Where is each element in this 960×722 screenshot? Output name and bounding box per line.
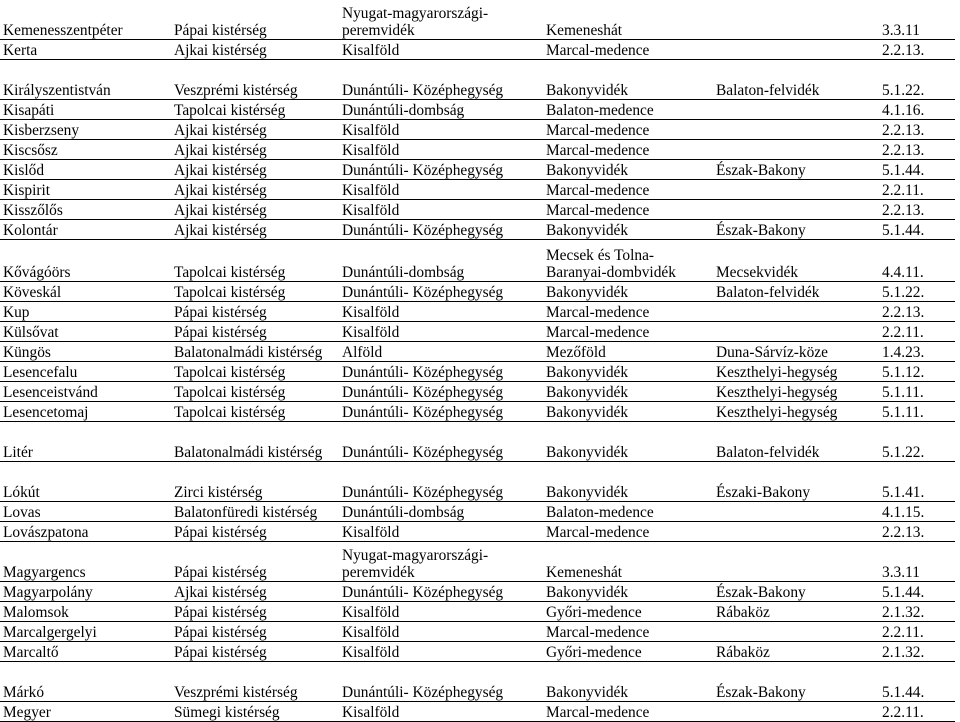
code-cell: 2.2.13.	[879, 199, 955, 219]
landscape-region-cell: Dunántúli-dombság	[339, 239, 543, 281]
table-row	[0, 301, 955, 321]
subregion-cell: Pápai kistérség	[171, 321, 339, 341]
landscape-subregion-cell: Marcal-medence	[543, 621, 713, 641]
code-cell: 2.2.13.	[879, 301, 955, 321]
code-cell: 5.1.11.	[879, 401, 955, 421]
table-row	[0, 641, 955, 661]
code-cell: 4.1.15.	[879, 501, 955, 521]
landscape-region-cell: Dunántúli- Középhegység	[339, 461, 543, 501]
table-row	[0, 541, 955, 581]
table-row	[0, 661, 955, 701]
landscape-region-cell: Dunántúli- Középhegység	[339, 401, 543, 421]
landscape-region-cell: Dunántúli- Középhegység	[339, 421, 543, 461]
microregion-cell	[713, 179, 879, 199]
subregion-cell: Pápai kistérség	[171, 521, 339, 541]
subregion-cell: Veszprémi kistérség	[171, 661, 339, 701]
subregion-cell: Zirci kistérség	[171, 461, 339, 501]
microregion-cell	[713, 701, 879, 721]
settlement-cell: Lovászpatona	[0, 521, 171, 541]
landscape-subregion-cell: Bakonyvidék	[543, 421, 713, 461]
table-row	[0, 159, 955, 179]
landscape-subregion-cell: Kemeneshát	[543, 0, 713, 39]
landscape-subregion-cell: Marcal-medence	[543, 119, 713, 139]
microregion-cell	[713, 119, 879, 139]
microregion-cell: Észak-Bakony	[713, 581, 879, 601]
code-cell: 2.2.13.	[879, 39, 955, 59]
table-row	[0, 139, 955, 159]
landscape-region-cell: Kisalföld	[339, 321, 543, 341]
settlement-cell: Magyarpolány	[0, 581, 171, 601]
microregion-cell	[713, 301, 879, 321]
microregion-cell: Észak-Bakony	[713, 219, 879, 239]
table-row	[0, 421, 955, 461]
landscape-subregion-cell: Bakonyvidék	[543, 401, 713, 421]
microregion-cell: Duna-Sárvíz-köze	[713, 341, 879, 361]
settlement-cell: Kővágóörs	[0, 239, 171, 281]
code-cell: 5.1.22.	[879, 59, 955, 99]
table-row	[0, 59, 955, 99]
landscape-subregion-cell: Marcal-medence	[543, 701, 713, 721]
landscape-region-cell: Kisalföld	[339, 621, 543, 641]
subregion-cell: Tapolcai kistérség	[171, 281, 339, 301]
code-cell: 2.1.32.	[879, 601, 955, 621]
microregion-cell: Észak-Bakony	[713, 159, 879, 179]
table-row	[0, 361, 955, 381]
subregion-cell: Sümegi kistérség	[171, 701, 339, 721]
microregion-cell: Északi-Bakony	[713, 461, 879, 501]
subregion-cell: Pápai kistérség	[171, 621, 339, 641]
subregion-cell: Tapolcai kistérség	[171, 401, 339, 421]
settlement-cell: Küngös	[0, 341, 171, 361]
code-cell: 3.3.11	[879, 0, 955, 39]
landscape-subregion-cell: Bakonyvidék	[543, 461, 713, 501]
landscape-region-cell: Kisalföld	[339, 701, 543, 721]
table-row	[0, 119, 955, 139]
settlement-cell: Kerta	[0, 39, 171, 59]
table-row	[0, 39, 955, 59]
microregion-cell: Mecsekvidék	[713, 239, 879, 281]
landscape-region-cell: Kisalföld	[339, 521, 543, 541]
code-cell: 2.2.13.	[879, 139, 955, 159]
settlement-cell: Kispirit	[0, 179, 171, 199]
settlement-cell: Kemenesszentpéter	[0, 0, 171, 39]
landscape-region-cell: Dunántúli- Középhegység	[339, 281, 543, 301]
code-cell: 1.4.23.	[879, 341, 955, 361]
table-row	[0, 199, 955, 219]
code-cell: 2.2.11.	[879, 179, 955, 199]
landscape-subregion-cell: Bakonyvidék	[543, 219, 713, 239]
microregion-cell	[713, 521, 879, 541]
landscape-region-cell: Kisalföld	[339, 179, 543, 199]
settlement-cell: Külsővat	[0, 321, 171, 341]
code-cell: 5.1.44.	[879, 159, 955, 179]
subregion-cell: Veszprémi kistérség	[171, 59, 339, 99]
landscape-subregion-cell: Marcal-medence	[543, 179, 713, 199]
settlement-cell: Lovas	[0, 501, 171, 521]
microregion-cell	[713, 541, 879, 581]
landscape-subregion-cell: Marcal-medence	[543, 139, 713, 159]
microregion-cell: Balaton-felvidék	[713, 421, 879, 461]
code-cell: 3.3.11	[879, 541, 955, 581]
table-row	[0, 321, 955, 341]
table-row	[0, 521, 955, 541]
microregion-cell: Balaton-felvidék	[713, 281, 879, 301]
table-row	[0, 461, 955, 501]
subregion-cell: Ajkai kistérség	[171, 159, 339, 179]
subregion-cell: Pápai kistérség	[171, 0, 339, 39]
landscape-region-cell: Dunántúli- Középhegység	[339, 219, 543, 239]
microregion-cell	[713, 321, 879, 341]
settlement-cell: Megyer	[0, 701, 171, 721]
settlement-cell: Kisszőlős	[0, 199, 171, 219]
landscape-subregion-cell: Mecsek és Tolna- Baranyai-dombvidék	[543, 239, 713, 281]
landscape-subregion-cell: Bakonyvidék	[543, 361, 713, 381]
landscape-subregion-cell: Győri-medence	[543, 601, 713, 621]
table-row	[0, 219, 955, 239]
subregion-cell: Pápai kistérség	[171, 641, 339, 661]
settlement-cell: Királyszentistván	[0, 59, 171, 99]
landscape-region-cell: Kisalföld	[339, 139, 543, 159]
settlement-cell: Kolontár	[0, 219, 171, 239]
landscape-region-cell: Dunántúli- Középhegység	[339, 361, 543, 381]
code-cell: 2.2.13.	[879, 521, 955, 541]
table-row	[0, 581, 955, 601]
settlement-cell: Magyargencs	[0, 541, 171, 581]
microregion-cell	[713, 99, 879, 119]
landscape-subregion-cell: Marcal-medence	[543, 321, 713, 341]
settlement-cell: Lókút	[0, 461, 171, 501]
landscape-region-cell: Kisalföld	[339, 199, 543, 219]
landscape-subregion-cell: Kemeneshát	[543, 541, 713, 581]
landscape-region-cell: Dunántúli- Középhegység	[339, 661, 543, 701]
landscape-subregion-cell: Bakonyvidék	[543, 59, 713, 99]
landscape-subregion-cell: Bakonyvidék	[543, 381, 713, 401]
settlement-cell: Köveskál	[0, 281, 171, 301]
subregion-cell: Pápai kistérség	[171, 541, 339, 581]
subregion-cell: Balatonalmádi kistérség	[171, 341, 339, 361]
landscape-region-cell: Kisalföld	[339, 601, 543, 621]
landscape-subregion-cell: Bakonyvidék	[543, 281, 713, 301]
microregion-cell: Keszthelyi-hegység	[713, 381, 879, 401]
subregion-cell: Balatonalmádi kistérség	[171, 421, 339, 461]
code-cell: 5.1.44.	[879, 661, 955, 701]
landscape-region-cell: Dunántúli-dombság	[339, 501, 543, 521]
code-cell: 2.2.11.	[879, 321, 955, 341]
microregion-cell	[713, 139, 879, 159]
microregion-cell: Rábaköz	[713, 601, 879, 621]
subregion-cell: Tapolcai kistérség	[171, 99, 339, 119]
settlement-cell: Kisapáti	[0, 99, 171, 119]
landscape-region-cell: Dunántúli- Középhegység	[339, 381, 543, 401]
settlement-cell: Marcalgergelyi	[0, 621, 171, 641]
microregion-cell	[713, 0, 879, 39]
table-row	[0, 239, 955, 281]
microregion-cell: Keszthelyi-hegység	[713, 361, 879, 381]
subregion-cell: Ajkai kistérség	[171, 199, 339, 219]
code-cell: 2.2.13.	[879, 119, 955, 139]
code-cell: 4.1.16.	[879, 99, 955, 119]
code-cell: 5.1.22.	[879, 281, 955, 301]
microregion-cell: Észak-Bakony	[713, 661, 879, 701]
settlement-cell: Kiscsősz	[0, 139, 171, 159]
settlement-cell: Kisberzseny	[0, 119, 171, 139]
landscape-region-cell: Kisalföld	[339, 39, 543, 59]
microregion-cell: Keszthelyi-hegység	[713, 401, 879, 421]
landscape-region-cell: Kisalföld	[339, 641, 543, 661]
settlement-cell: Márkó	[0, 661, 171, 701]
landscape-region-cell: Dunántúli-dombság	[339, 99, 543, 119]
code-cell: 5.1.44.	[879, 581, 955, 601]
table-row	[0, 381, 955, 401]
table-row	[0, 281, 955, 301]
subregion-cell: Tapolcai kistérség	[171, 381, 339, 401]
code-cell: 5.1.22.	[879, 421, 955, 461]
landscape-subregion-cell: Marcal-medence	[543, 521, 713, 541]
table-row	[0, 341, 955, 361]
microregion-cell: Rábaköz	[713, 641, 879, 661]
code-cell: 5.1.44.	[879, 219, 955, 239]
code-cell: 2.2.11.	[879, 701, 955, 721]
landscape-region-cell: Alföld	[339, 341, 543, 361]
settlement-cell: Malomsok	[0, 601, 171, 621]
microregion-cell	[713, 621, 879, 641]
settlement-cell: Lesenceistvánd	[0, 381, 171, 401]
settlement-cell: Lesencetomaj	[0, 401, 171, 421]
table-row	[0, 99, 955, 119]
subregion-cell: Tapolcai kistérség	[171, 361, 339, 381]
subregion-cell: Ajkai kistérség	[171, 39, 339, 59]
landscape-region-cell: Dunántúli- Középhegység	[339, 59, 543, 99]
table-row	[0, 0, 955, 39]
settlement-cell: Kislőd	[0, 159, 171, 179]
microregion-cell	[713, 199, 879, 219]
subregion-cell: Pápai kistérség	[171, 601, 339, 621]
settlement-cell: Litér	[0, 421, 171, 461]
table-row	[0, 701, 955, 721]
landscape-region-cell: Kisalföld	[339, 301, 543, 321]
landscape-subregion-cell: Bakonyvidék	[543, 581, 713, 601]
table-row	[0, 601, 955, 621]
landscape-region-cell: Kisalföld	[339, 119, 543, 139]
subregion-cell: Ajkai kistérség	[171, 119, 339, 139]
subregion-cell: Ajkai kistérség	[171, 179, 339, 199]
landscape-subregion-cell: Bakonyvidék	[543, 661, 713, 701]
landscape-subregion-cell: Győri-medence	[543, 641, 713, 661]
code-cell: 4.4.11.	[879, 239, 955, 281]
settlement-cell: Kup	[0, 301, 171, 321]
subregion-cell: Ajkai kistérség	[171, 139, 339, 159]
table-row	[0, 179, 955, 199]
landscape-region-cell: Dunántúli- Középhegység	[339, 159, 543, 179]
microregion-cell: Balaton-felvidék	[713, 59, 879, 99]
landscape-subregion-cell: Marcal-medence	[543, 39, 713, 59]
landscape-subregion-cell: Marcal-medence	[543, 199, 713, 219]
code-cell: 5.1.11.	[879, 381, 955, 401]
table-row	[0, 621, 955, 641]
code-cell: 5.1.41.	[879, 461, 955, 501]
subregion-cell: Ajkai kistérség	[171, 219, 339, 239]
table-row	[0, 501, 955, 521]
landscape-subregion-cell: Balaton-medence	[543, 99, 713, 119]
landscape-subregion-cell: Mezőföld	[543, 341, 713, 361]
settlement-cell: Marcaltő	[0, 641, 171, 661]
landscape-subregion-cell: Marcal-medence	[543, 301, 713, 321]
microregion-cell	[713, 501, 879, 521]
subregion-cell: Balatonfüredi kistérség	[171, 501, 339, 521]
subregion-cell: Ajkai kistérség	[171, 581, 339, 601]
code-cell: 5.1.12.	[879, 361, 955, 381]
table-row	[0, 401, 955, 421]
landscape-region-cell: Nyugat-magyarországi- peremvidék	[339, 541, 543, 581]
code-cell: 2.2.11.	[879, 621, 955, 641]
settlement-cell: Lesencefalu	[0, 361, 171, 381]
landscape-subregion-cell: Balaton-medence	[543, 501, 713, 521]
microregion-cell	[713, 39, 879, 59]
subregion-cell: Tapolcai kistérség	[171, 239, 339, 281]
subregion-cell: Pápai kistérség	[171, 301, 339, 321]
code-cell: 2.1.32.	[879, 641, 955, 661]
landscape-region-cell: Nyugat-magyarországi- peremvidék	[339, 0, 543, 39]
landscape-subregion-cell: Bakonyvidék	[543, 159, 713, 179]
landscape-region-cell: Dunántúli- Középhegység	[339, 581, 543, 601]
